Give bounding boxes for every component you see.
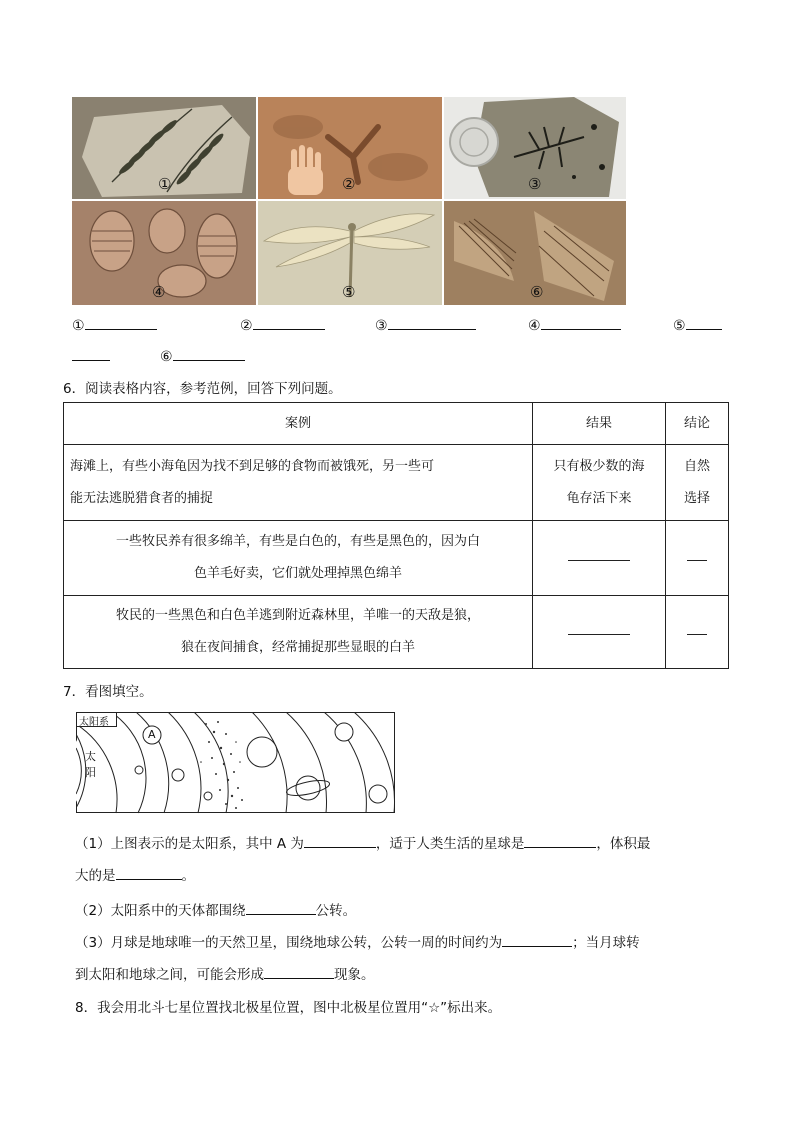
case-text: 一些牧民养有很多绵羊，有些是白色的，有些是黑色的，因为白 <box>115 534 480 549</box>
blank-orbit-period[interactable] <box>502 932 572 947</box>
conclusion-text: 选择 <box>683 490 710 506</box>
case-text: 牧民的一些黑色和白色羊逃到附近森林里，羊唯一的天敌是狼， <box>115 608 480 623</box>
fossil-answer-3[interactable] <box>375 315 476 334</box>
answer-blank[interactable] <box>541 315 621 330</box>
diagram-label-sun-2: 阳 <box>85 766 96 779</box>
result-text: 只有极少数的海 <box>553 458 645 474</box>
case-text: 海滩上，有些小海龟因为找不到足够的食物而被饿死，另一些可 <box>70 458 435 474</box>
q7-part-2: （2）太阳系中的天体都围绕 公转。 <box>75 900 725 922</box>
answer-blank[interactable] <box>173 346 245 361</box>
conclusion-text: 自然 <box>683 458 710 474</box>
answer-number: ② <box>240 318 253 334</box>
header-result: 结果 <box>533 403 666 445</box>
blank-planet-a[interactable] <box>304 833 376 848</box>
question-8-title: 8．我会用北斗七星位置找北极星位置，图中北极星位置用“☆”标出来。 <box>75 1000 502 1016</box>
blank-habitable-planet[interactable] <box>524 833 596 848</box>
q7-part-3-cont: 到太阳和地球之间，可能会形成 现象。 <box>75 964 725 986</box>
q7-part-1: （1）上图表示的是太阳系，其中 A 为 ，适于人类生活的星球是 ，体积最 <box>75 833 725 855</box>
conclusion-blank[interactable] <box>687 616 707 635</box>
fossil-photo-2-footprint <box>258 97 442 199</box>
fossil-photo-5-dragonfly <box>258 201 442 305</box>
table-row <box>64 521 729 596</box>
fossil-photo-3-insect <box>444 97 626 199</box>
conclusion-answer-cell[interactable] <box>666 596 729 669</box>
photo-label: ② <box>342 175 356 193</box>
header-case: 案例 <box>64 403 533 445</box>
case-text: 色羊毛好卖，它们就处理掉黑色绵羊 <box>193 566 402 581</box>
answer-number: ⑥ <box>160 349 173 365</box>
fossil-photo-4-trilobite <box>72 201 256 305</box>
case-table <box>63 402 729 669</box>
header-conclusion: 结论 <box>666 403 729 445</box>
result-answer-cell[interactable] <box>533 596 666 669</box>
fossil-answer-4[interactable] <box>528 315 621 334</box>
result-answer-cell[interactable] <box>533 521 666 596</box>
case-text: 狼在夜间捕食，经常捕捉那些显眼的白羊 <box>180 640 415 655</box>
table-row <box>64 445 729 521</box>
q7-part-1-cont: 大的是 。 <box>75 865 725 887</box>
blank-largest-planet[interactable] <box>116 865 182 880</box>
fossil-photo-1-fern <box>72 97 256 199</box>
fossil-answer-5[interactable] <box>673 315 722 334</box>
answer-number: ④ <box>528 318 541 334</box>
answer-blank[interactable] <box>686 315 722 330</box>
answer-blank[interactable] <box>253 315 325 330</box>
question-7-title: 7．看图填空。 <box>63 684 153 700</box>
photo-label: ⑥ <box>530 283 544 301</box>
conclusion-answer-cell[interactable] <box>666 521 729 596</box>
fossil-answer-5-cont[interactable] <box>72 346 110 365</box>
answer-number: ① <box>72 318 85 334</box>
photo-label: ① <box>158 175 172 193</box>
fossil-answer-6[interactable] <box>160 346 245 365</box>
answer-number: ③ <box>375 318 388 334</box>
diagram-label-sun-1: 太 <box>85 750 96 763</box>
case-text: 能无法逃脱猎食者的捕捉 <box>70 490 214 506</box>
answer-blank[interactable] <box>85 315 157 330</box>
fossil-answer-2[interactable] <box>240 315 325 334</box>
photo-label: ⑤ <box>342 283 356 301</box>
fossil-answer-1[interactable] <box>72 315 157 334</box>
conclusion-blank[interactable] <box>687 542 707 561</box>
answer-blank[interactable] <box>388 315 476 330</box>
result-blank[interactable] <box>568 616 630 635</box>
solar-system-diagram <box>76 712 396 814</box>
result-text: 龟存活下来 <box>566 490 632 506</box>
photo-label: ④ <box>152 283 166 301</box>
table-row <box>64 596 729 669</box>
question-6-title: 6．阅读表格内容，参考范例，回答下列问题。 <box>63 381 342 397</box>
blank-eclipse[interactable] <box>264 964 334 979</box>
q7-part-3: （3）月球是地球唯一的天然卫星，围绕地球公转，公转一周的时间约为 ；当月球转 <box>75 932 725 954</box>
fossil-photo-6-fish <box>444 201 626 305</box>
answer-blank[interactable] <box>72 346 110 361</box>
diagram-label-planet-a: A <box>148 728 156 741</box>
photo-label: ③ <box>528 175 542 193</box>
result-blank[interactable] <box>568 542 630 561</box>
answer-number: ⑤ <box>673 318 686 334</box>
diagram-label-solar-system: 太阳系 <box>79 717 109 728</box>
blank-orbit-center[interactable] <box>246 900 316 915</box>
